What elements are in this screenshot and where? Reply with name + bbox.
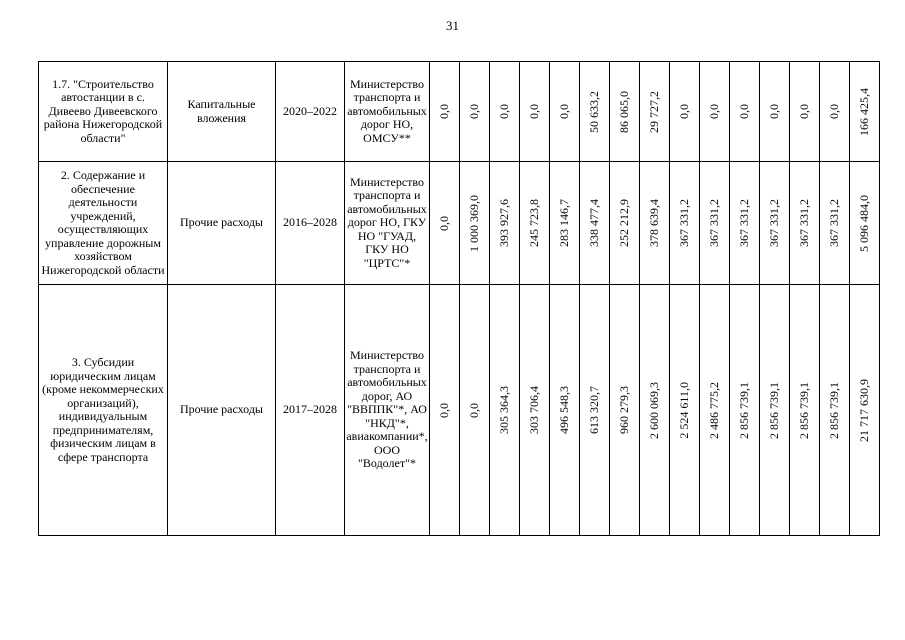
value-cell	[550, 285, 580, 536]
value-text: 0,0	[436, 402, 451, 418]
value-text: 338 477,4	[586, 199, 601, 247]
value-cell	[610, 285, 640, 536]
value-text: 0,0	[706, 104, 721, 119]
total-value-cell	[850, 62, 880, 162]
table-row	[39, 285, 880, 536]
value-cell	[550, 162, 580, 285]
value-text: 0,0	[466, 104, 481, 119]
value-text: 367 331,2	[736, 199, 751, 247]
value-text: 2 856 739,1	[766, 381, 781, 439]
value-cell	[640, 62, 670, 162]
value-cell	[670, 285, 700, 536]
total-value-cell	[850, 162, 880, 285]
value-text: 2 524 611,0	[676, 381, 691, 439]
value-cell	[640, 285, 670, 536]
value-cell	[760, 62, 790, 162]
table-row	[39, 162, 880, 285]
total-value-cell	[850, 285, 880, 536]
years-cell: 2016–2028	[276, 162, 345, 285]
value-text: 0,0	[796, 104, 811, 119]
value-cell	[490, 162, 520, 285]
value-cell	[700, 285, 730, 536]
executor-cell: Министерство транспорта и автомобильных дорог НО, ОМСУ**	[345, 62, 430, 162]
value-text: 393 927,6	[496, 199, 511, 247]
value-text: 367 331,2	[826, 199, 841, 247]
budget-table	[38, 61, 880, 536]
value-cell	[760, 285, 790, 536]
value-text: 86 065,0	[616, 90, 631, 133]
expense-type-cell: Капитальные вложения	[168, 62, 276, 162]
value-text: 21 717 630,9	[856, 378, 871, 442]
value-text: 2 856 739,1	[796, 381, 811, 439]
value-text: 0,0	[466, 402, 481, 418]
value-text: 5 096 484,0	[856, 194, 871, 252]
value-cell	[670, 62, 700, 162]
value-text: 0,0	[436, 104, 451, 119]
value-text: 0,0	[556, 104, 571, 119]
value-cell	[610, 162, 640, 285]
value-cell	[640, 162, 670, 285]
value-cell	[790, 285, 820, 536]
value-text: 283 146,7	[556, 199, 571, 247]
value-cell	[790, 162, 820, 285]
value-cell	[610, 62, 640, 162]
expense-type-cell: Прочие расходы	[168, 162, 276, 285]
value-text: 2 486 775,2	[706, 381, 721, 439]
value-cell	[820, 285, 850, 536]
value-cell	[730, 62, 760, 162]
value-cell	[460, 162, 490, 285]
value-text: 2 856 739,1	[826, 381, 841, 439]
value-text: 245 723,8	[526, 199, 541, 247]
table-row	[39, 62, 880, 162]
value-text: 0,0	[766, 104, 781, 119]
value-text: 496 548,3	[556, 386, 571, 434]
value-cell	[430, 62, 460, 162]
value-cell	[520, 62, 550, 162]
value-text: 0,0	[736, 104, 751, 119]
value-cell	[460, 285, 490, 536]
value-text: 367 331,2	[766, 199, 781, 247]
value-cell	[430, 285, 460, 536]
page-number: 31	[446, 18, 459, 33]
value-text: 29 727,2	[646, 90, 661, 133]
value-cell	[490, 62, 520, 162]
value-cell	[580, 162, 610, 285]
program-name-cell: 3. Субсидии юридическим лицам (кроме некоммерческих организаций), индивидуальным предпринимателям, физическим лицам в сфере транспорта	[39, 285, 168, 536]
value-text: 303 706,4	[526, 386, 541, 434]
value-text: 960 279,3	[616, 386, 631, 434]
value-cell	[700, 62, 730, 162]
value-text: 0,0	[676, 104, 691, 119]
value-cell	[580, 285, 610, 536]
value-text: 0,0	[496, 104, 511, 119]
value-text: 0,0	[526, 104, 541, 119]
value-cell	[520, 285, 550, 536]
value-text: 2 600 069,3	[646, 381, 661, 439]
value-text: 0,0	[826, 104, 841, 119]
value-cell	[820, 62, 850, 162]
value-cell	[700, 162, 730, 285]
value-cell	[460, 62, 490, 162]
value-cell	[820, 162, 850, 285]
value-text: 50 633,2	[586, 90, 601, 133]
value-text: 1 000 369,0	[466, 194, 481, 252]
executor-cell: Министерство транспорта и автомобильных дорог, АО "ВВППК"*, АО "НКД"*, авиакомпании*, ООО "Водолет"*	[345, 285, 430, 536]
value-cell	[790, 62, 820, 162]
value-text: 252 212,9	[616, 199, 631, 247]
executor-cell: Министерство транспорта и автомобильных дорог НО, ГКУ НО "ГУАД, ГКУ НО "ЦРТС"*	[345, 162, 430, 285]
value-cell	[670, 162, 700, 285]
value-text: 2 856 739,1	[736, 381, 751, 439]
value-cell	[490, 285, 520, 536]
program-name-cell: 1.7. "Строительство автостанции в с. Дивеево Дивеевского района Нижегородской области"	[39, 62, 168, 162]
value-text: 0,0	[436, 215, 451, 231]
value-text: 613 320,7	[586, 386, 601, 434]
program-name-cell: 2. Содержание и обеспечение деятельности учреждений, осуществляющих управление дорожным хозяйством Нижегородской области	[39, 162, 168, 285]
years-cell: 2017–2028	[276, 285, 345, 536]
value-text: 166 425,4	[856, 87, 871, 136]
value-cell	[730, 162, 760, 285]
years-cell: 2020–2022	[276, 62, 345, 162]
value-text: 367 331,2	[676, 199, 691, 247]
value-cell	[580, 62, 610, 162]
value-cell	[760, 162, 790, 285]
value-cell	[520, 162, 550, 285]
value-text: 378 639,4	[646, 199, 661, 247]
value-text: 367 331,2	[706, 199, 721, 247]
value-text: 367 331,2	[796, 199, 811, 247]
expense-type-cell: Прочие расходы	[168, 285, 276, 536]
value-cell	[550, 62, 580, 162]
value-cell	[430, 162, 460, 285]
value-text: 305 364,3	[496, 386, 511, 434]
value-cell	[730, 285, 760, 536]
